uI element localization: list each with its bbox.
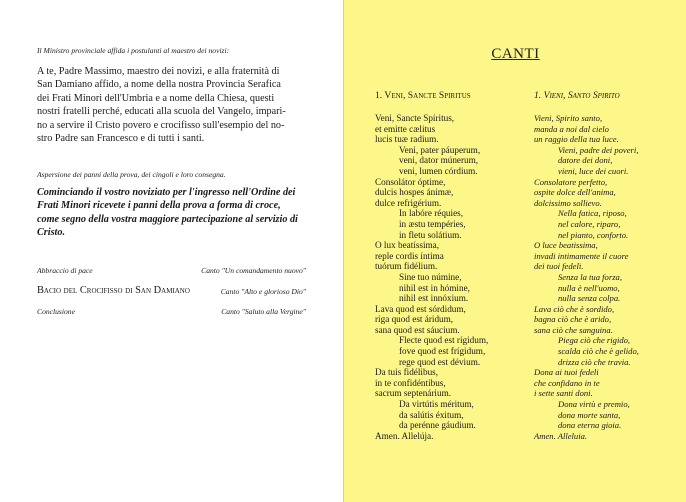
italian-verse-line: nel calore, riparo,	[558, 218, 621, 229]
italian-verse-line: nulla è nell'uomo,	[558, 282, 620, 293]
italian-verse-line: Lava ciò che è sordido,	[534, 303, 615, 314]
row-canto: Canto "Un comandamento nuovo"	[201, 266, 306, 275]
latin-verse-line: tuórum fidélium.	[375, 261, 438, 272]
italian-verse-line: i sette santi doni.	[534, 388, 593, 399]
italian-verse-line: vieni, luce dei cuori.	[558, 165, 629, 176]
canti-title: CANTI	[491, 46, 540, 62]
italian-verse-line: Nella fatica, riposo,	[558, 208, 627, 219]
latin-verse-line: Consolátor óptime,	[375, 176, 446, 187]
paragraph-line: no a servire il Cristo povero e crocifisso sull'esempio del no-	[37, 119, 285, 131]
latin-verse-line: lucis tuæ radium.	[375, 134, 439, 145]
latin-verse-line: da perénne gáudium.	[399, 420, 476, 431]
italian-verse-line: un raggio della tua luce.	[534, 134, 619, 145]
exhortation-line: come segno della vostra maggiore partecipazione al servizio di	[37, 213, 298, 225]
paragraph-line: nostri fratelli perché, educati alla scuola del Vangelo, impari-	[37, 106, 286, 118]
italian-verse-line: ospite dolce dell'anima,	[534, 187, 616, 198]
italian-verse-line: sana ciò che sanguina.	[534, 324, 613, 335]
row-canto: Canto "Alto e glorioso Dio"	[220, 287, 306, 296]
row-canto: Canto "Saluto alla Vergine"	[221, 307, 306, 316]
latin-verse-line: veni, lumen córdium.	[399, 165, 478, 176]
latin-verse-line: riga quod est áridum,	[375, 314, 454, 325]
exhortation-line: Cristo.	[37, 227, 66, 239]
latin-verse-line: in te confidéntibus,	[375, 377, 446, 388]
italian-verse-line: Dona ai tuoi fedeli	[534, 367, 599, 378]
italian-text	[534, 113, 684, 441]
latin-verse-line: rege quod est dévium.	[399, 356, 481, 367]
latin-verse-line: Veni, Sancte Spíritus,	[375, 113, 455, 123]
row-label: Conclusione	[37, 307, 75, 316]
italian-verse-line: O luce beatissima,	[534, 240, 598, 251]
latin-verse-line: O lux beatíssima,	[375, 240, 440, 251]
italian-verse-line: datore dei doni,	[558, 155, 613, 166]
italian-verse-line: nulla senza colpa.	[558, 293, 621, 304]
italian-verse-line: scalda ciò che è gelido,	[558, 346, 639, 357]
latin-verse-line: Amen. Allelúja.	[375, 430, 434, 441]
latin-verse-line: Sine tuo númine,	[399, 271, 462, 282]
latin-verse-line: Flecte quod est rígidum,	[399, 335, 489, 346]
latin-verse-line: in æstu tempéries,	[399, 218, 466, 229]
italian-verse-line: che confidano in te	[534, 377, 600, 388]
rubric-intro: Il Ministro provinciale affida i postulanti al maestro dei novizi:	[37, 46, 230, 55]
latin-verse-line: Lava quod est sórdidum,	[375, 303, 466, 314]
latin-verse-line: nihil est in hómine,	[399, 282, 470, 293]
row-label: Bacio del Crocifisso di San Damiano	[37, 285, 190, 296]
paragraph-line: San Damiano affido, a nome della nostra Provincia Serafica	[37, 79, 281, 91]
paragraph-line: dei Frati Minori dell'Umbria e a nome della Chiesa, questi	[37, 92, 275, 104]
latin-verse-line: da salútis éxitum,	[399, 409, 464, 420]
exhortation	[37, 186, 311, 240]
latin-verse-line: Veni, pater páuperum,	[399, 144, 481, 155]
consignment-paragraph	[37, 65, 307, 145]
italian-verse-line: dona eterna gioia.	[558, 420, 622, 431]
latin-verse-line: veni, dator múnerum,	[399, 155, 479, 166]
latin-verse-line: sacrum septenárium.	[375, 388, 452, 399]
latin-verse-line: Da tuis fidélibus,	[375, 367, 439, 378]
latin-verse-line: et emitte cælitus	[375, 123, 436, 134]
italian-verse-line: dei tuoi fedeli.	[534, 261, 584, 272]
italian-verse-line: Amen. Alleluia.	[534, 430, 588, 441]
latin-verse-line: nihil est innóxium.	[399, 293, 469, 304]
italian-verse-line: manda a noi dal cielo	[534, 123, 609, 134]
italian-verse-line: drizza ciò che travia.	[558, 356, 631, 367]
italian-verse-line: Piega ciò che rigido,	[558, 335, 631, 346]
italian-verse-line: invadi intimamente il cuore	[534, 250, 629, 261]
italian-verse-line: Dona virtù e premio,	[558, 399, 630, 410]
italian-verse-line: Consolatore perfetto,	[534, 176, 608, 187]
latin-heading: 1. Veni, Sancte Spiritus	[375, 90, 471, 101]
italian-verse-line: nel pianto, conforto.	[558, 229, 629, 240]
rubric-aspersione: Aspersione dei panni della prova, dei cingoli e loro consegna.	[37, 170, 226, 179]
latin-verse-line: sana quod est sáucium.	[375, 324, 460, 335]
latin-verse-line: dulcis hospes ánimæ,	[375, 187, 454, 198]
italian-heading: 1. Vieni, Santo Spirito	[534, 90, 620, 101]
exhortation-line: Cominciando il vostro noviziato per l'ingresso nell'Ordine dei	[37, 187, 296, 198]
italian-verse-line: Vieni, Spirito santo,	[534, 113, 603, 123]
latin-verse-line: fove quod est frígidum,	[399, 346, 486, 357]
right-page	[343, 0, 686, 502]
paragraph-line: stro Padre san Francesco e di tutti i santi.	[37, 133, 205, 145]
exhortation-line: Frati Minori ricevete i panni della prova a forma di croce,	[37, 200, 281, 212]
latin-verse-line: reple cordis íntima	[375, 250, 444, 261]
italian-verse-line: Senza la tua forza,	[558, 271, 622, 282]
italian-verse-line: dolcissimo sollievo.	[534, 197, 602, 208]
latin-verse-line: dulce refrigérium.	[375, 197, 442, 208]
italian-verse-line: bagna ciò che è arido,	[534, 314, 612, 325]
latin-verse-line: in fletu solátium.	[399, 229, 462, 240]
latin-verse-line: In labóre réquies,	[399, 208, 464, 219]
paragraph-line: A te, Padre Massimo, maestro dei novizi, e alla fraternità di	[37, 66, 280, 77]
italian-verse-line: dona morte santa,	[558, 409, 621, 420]
latin-verse-line: Da virtútis méritum,	[399, 399, 474, 410]
latin-text	[375, 113, 530, 441]
italian-verse-line: Vieni, padre dei poveri,	[558, 144, 639, 155]
row-label: Abbraccio di pace	[37, 266, 93, 275]
